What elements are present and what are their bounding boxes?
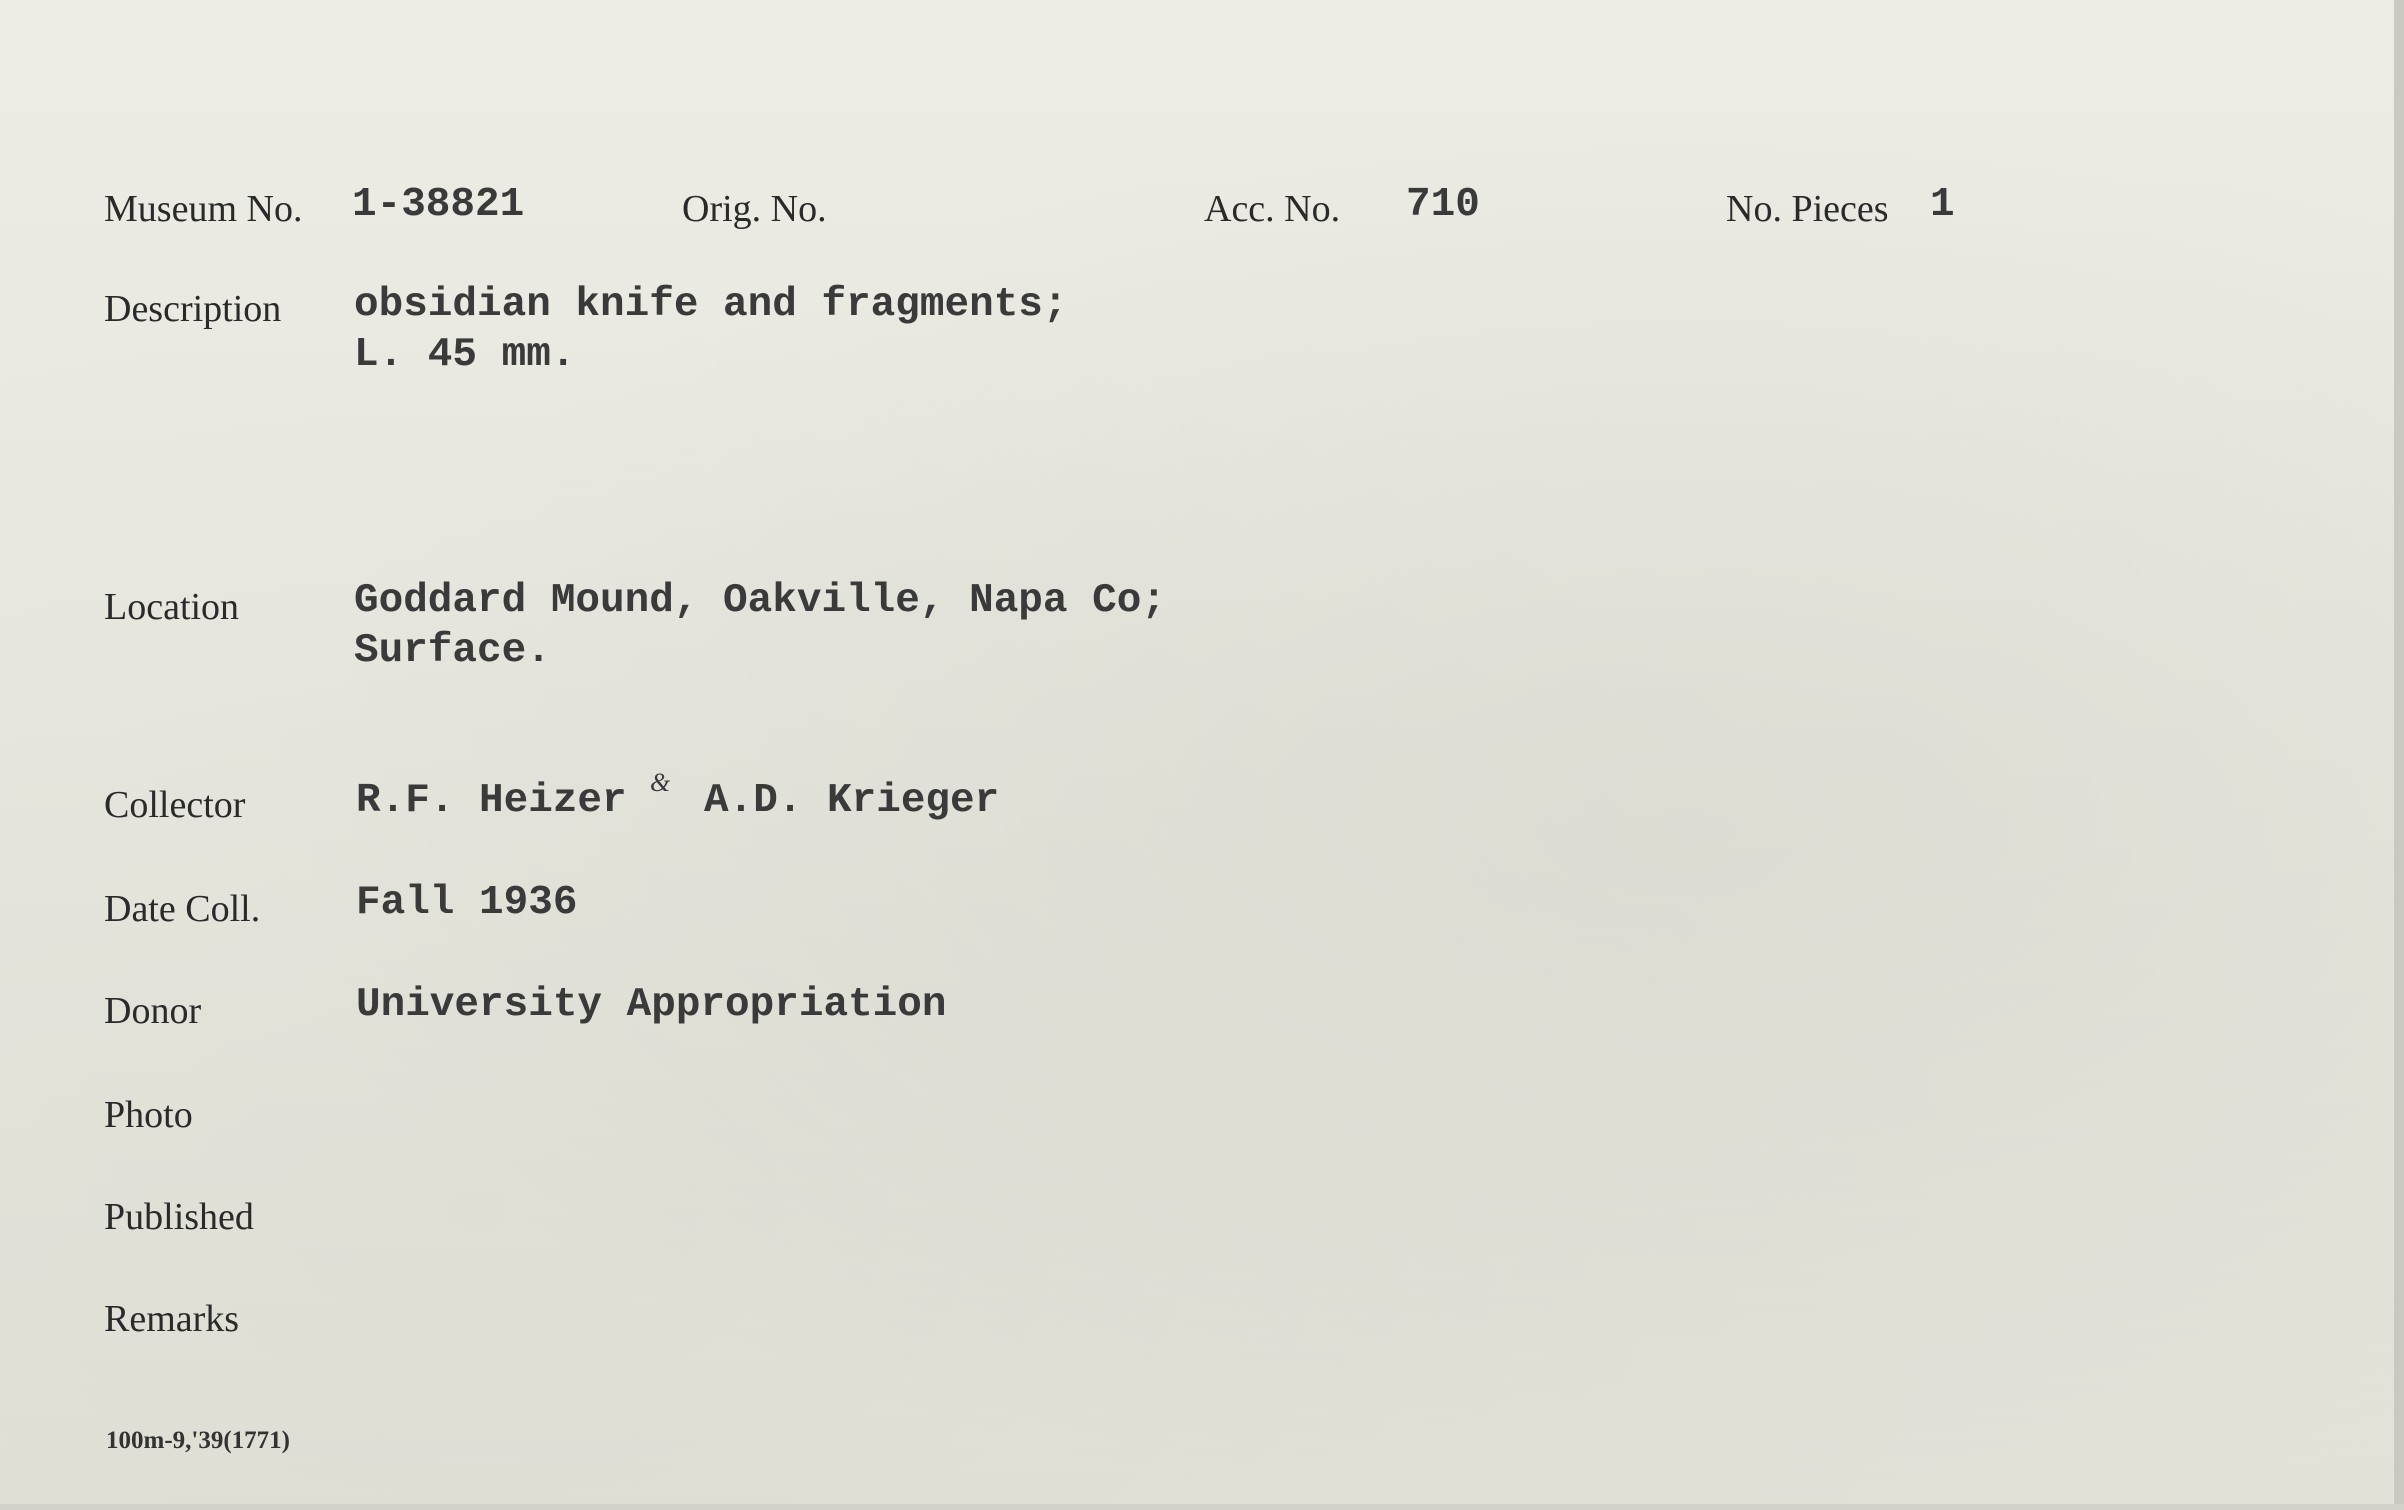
collector-name-1: R.F. Heizer bbox=[356, 778, 627, 824]
card-edge-right bbox=[2394, 0, 2404, 1510]
acc-no-label: Acc. No. bbox=[1204, 188, 1341, 230]
remarks-label: Remarks bbox=[104, 1298, 240, 1340]
donor-label: Donor bbox=[104, 990, 202, 1032]
card-edge-bottom bbox=[0, 1504, 2404, 1510]
date-coll-value: Fall 1936 bbox=[356, 880, 578, 926]
museum-no-value: 1-38821 bbox=[352, 182, 525, 228]
no-pieces-label: No. Pieces bbox=[1726, 188, 1889, 230]
description-value bbox=[354, 280, 1068, 380]
collector-name-2: A.D. Krieger bbox=[704, 778, 1000, 824]
description-label: Description bbox=[104, 288, 282, 330]
no-pieces-value: 1 bbox=[1930, 182, 1955, 228]
museum-no-label: Museum No. bbox=[104, 188, 303, 230]
donor-value: University Appropriation bbox=[356, 982, 947, 1028]
form-print-code: 100m-9,'39(1771) bbox=[106, 1427, 290, 1454]
location-line-2: Surface. bbox=[354, 628, 551, 674]
date-coll-label: Date Coll. bbox=[104, 888, 261, 930]
location-label: Location bbox=[104, 586, 240, 628]
collector-label: Collector bbox=[104, 784, 246, 826]
published-label: Published bbox=[104, 1196, 254, 1238]
location-value bbox=[354, 576, 1166, 676]
description-line-2: L. 45 mm. bbox=[354, 332, 576, 378]
acc-no-value: 710 bbox=[1406, 182, 1480, 228]
photo-label: Photo bbox=[104, 1094, 193, 1136]
orig-no-label: Orig. No. bbox=[682, 188, 827, 230]
collector-ampersand: & bbox=[650, 768, 671, 797]
description-line-1: obsidian knife and fragments; bbox=[354, 282, 1068, 328]
location-line-1: Goddard Mound, Oakville, Napa Co; bbox=[354, 578, 1166, 624]
